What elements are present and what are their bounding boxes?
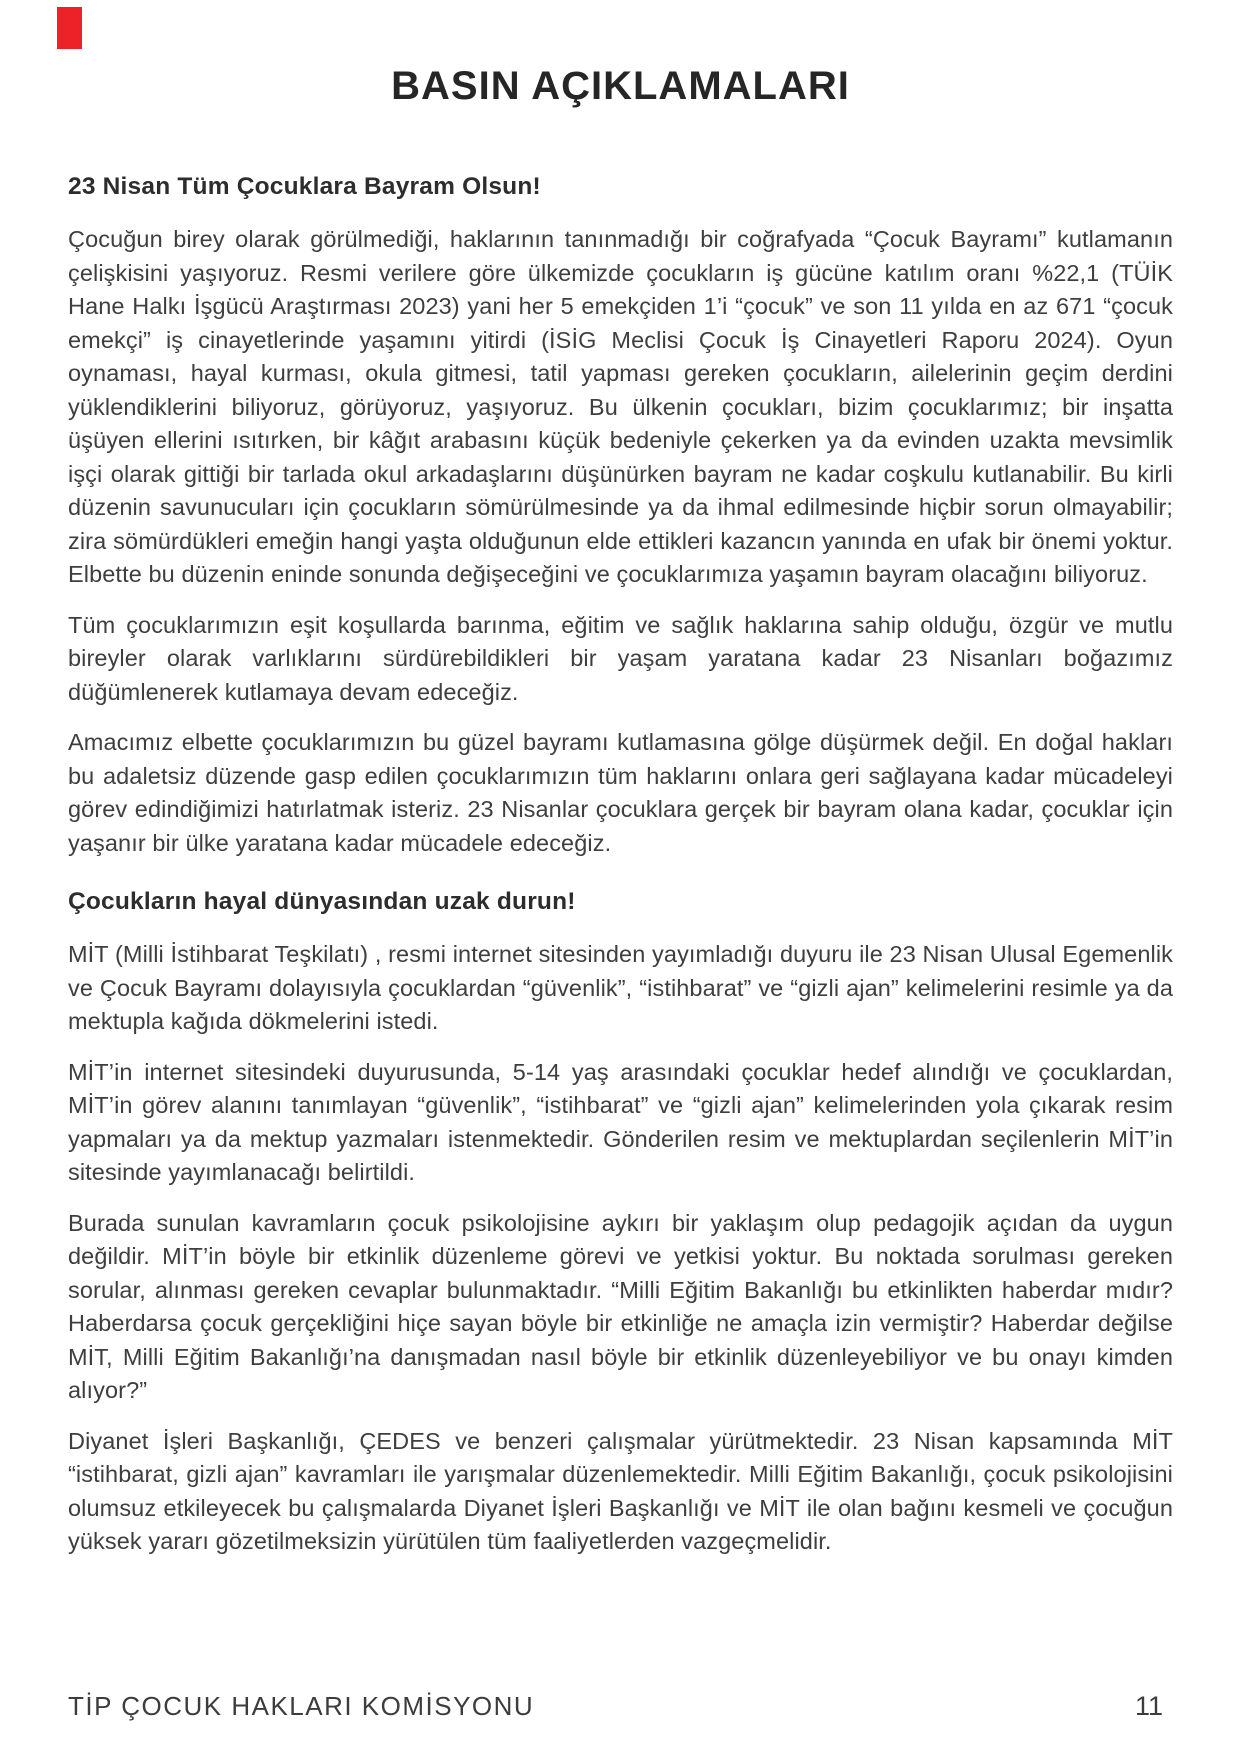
- footer-page-number: 11: [1134, 1691, 1163, 1721]
- paragraph: Burada sunulan kavramların çocuk psikolojisine aykırı bir yaklaşım olup pedagojik açıdan da uygun değildir. MİT’in böyle bir etkinlik düzenleme görevi ve yetkisi yoktur. Bu noktada sorulması gereken sorular, alınması gereken cevaplar bulunmaktadır. “Milli Eğitim Bakanlığı bu etkinlikten haberdar mıdır? Haberdarsa çocuk gerçekliğini hiçe sayan böyle bir etkinliğe ne amaçla izin vermiştir? Haberdar değilse MİT, Milli Eğitim Bakanlığı’na danışmadan nasıl böyle bir etkinlik düzenleyebiliyor ve bu onayı kimden alıyor?”: [68, 1209, 1173, 1403]
- section-press-release-2: [68, 888, 1173, 1559]
- section-heading: 23 Nisan Tüm Çocuklara Bayram Olsun!: [68, 173, 541, 200]
- page-title: BASIN AÇIKLAMALARI: [391, 64, 850, 108]
- page-content: [68, 0, 1173, 1576]
- paragraph: Amacımız elbette çocuklarımızın bu güzel bayramı kutlamasına gölge düşürmek değil. En doğal hakları bu adaletsiz düzende gasp edilen çocuklarımızın tüm haklarını onlara geri sağlayana kadar mücadeleyi görev edindiğimizi hatırlatmak isteriz. 23 Nisanlar çocuklara gerçek bir bayram olana kadar, çocuklar için yaşanır bir ülke yaratana kadar mücadele edeceğiz.: [68, 729, 1173, 856]
- paragraph: MİT’in internet sitesindeki duyurusunda, 5-14 yaş arasındaki çocuklar hedef alındığı ve çocuklardan, MİT’in görev alanını tanımlayan “güvenlik”, “istihbarat” ve “gizli ajan” kelimelerinden yola çıkarak resim yapmaları ya da mektup yazmaları istenmektedir. Gönderilen resim ve mektuplardan seçilenlerin MİT’in sitesinde yayımlanacağı belirtildi.: [68, 1058, 1173, 1185]
- page-footer: [68, 1691, 1163, 1722]
- section-heading: Çocukların hayal dünyasından uzak durun!: [68, 888, 576, 915]
- paragraph: Tüm çocuklarımızın eşit koşullarda barınma, eğitim ve sağlık haklarına sahip olduğu, özgür ve mutlu bireyler olarak varlıklarını sürdürebildikleri bir yaşam yaratana kadar 23 Nisanları boğazımız düğümlenerek kutlamaya devam edeceğiz.: [68, 611, 1173, 705]
- paragraph: Diyanet İşleri Başkanlığı, ÇEDES ve benzeri çalışmalar yürütmektedir. 23 Nisan kapsamında MİT “istihbarat, gizli ajan” kavramları ile yarışmalar düzenlemektedir. Milli Eğitim Bakanlığı, çocuk psikolojisini olumsuz etkileyecek bu çalışmalarda Diyanet İşleri Başkanlığı ve MİT ile olan bağını kesmeli ve çocuğun yüksek yararı gözetilmeksizin yürütülen tüm faaliyetlerden vazgeçmelidir.: [68, 1427, 1173, 1554]
- paragraph: Çocuğun birey olarak görülmediği, haklarının tanınmadığı bir coğrafyada “Çocuk Bayramı” kutlamanın çelişkisini yaşıyoruz. Resmi verilere göre ülkemizde çocukların iş gücüne katılım oranı %22,1 (TÜİK Hane Halkı İşgücü Araştırması 2023) yani her 5 emekçiden 1’i “çocuk” ve son 11 yılda en az 671 “çocuk emekçi” iş cinayetlerinde yaşamını yitirdi (İSİG Meclisi Çocuk İş Cinayetleri Raporu 2024). Oyun oynaması, hayal kurması, okula gitmesi, tatil yapması gereken çocukların, ailelerinin geçim derdini yüklendiklerini biliyoruz, görüyoruz, yaşıyoruz. Bu ülkenin çocukları, bizim çocuklarımız; bir inşatta üşüyen ellerini ısıtırken, bir kâğıt arabasını küçük bedeniyle çekerken ya da evinden uzakta mevsimlik işçi olarak gittiği bir tarlada okul arkadaşlarını düşünürken bayram ne kadar coşkulu kutlanabilir. Bu kirli düzenin savunucuları için çocukların sömürülmesinde ya da ihmal edilmesinde hiçbir sorun olmayabilir; zira sömürdükleri emeğin hangi yaşta olduğunun elde ettikleri kazancın yanında en ufak bir önemi yoktur. Elbette bu düzenin eninde sonunda değişeceğini ve çocuklarımıza yaşamın bayram olacağını biliyoruz.: [68, 226, 1173, 587]
- paragraph: MİT (Milli İstihbarat Teşkilatı) , resmi internet sitesinden yayımladığı duyuru ile 23 Nisan Ulusal Egemenlik ve Çocuk Bayramı dolayısıyla çocuklardan “güvenlik”, “istihbarat” ve “gizli ajan” kelimelerini resimle ya da mektupla kağıda dökmelerini istedi.: [68, 941, 1173, 1034]
- footer-organization: TİP ÇOCUK HAKLARI KOMİSYONU: [68, 1691, 535, 1721]
- section-press-release-1: [68, 173, 1173, 860]
